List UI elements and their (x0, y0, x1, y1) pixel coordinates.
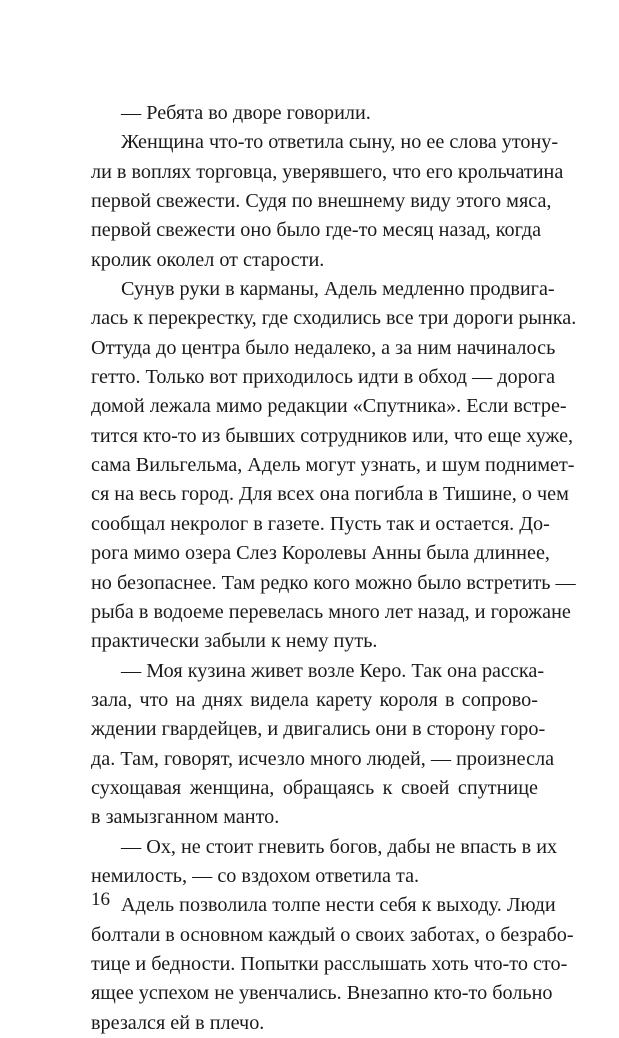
text-line: гетто. Только вот приходилось идти в обход — дорога (91, 366, 556, 389)
text-line: практически забыли к нему путь. (91, 630, 378, 653)
body-text (91, 99, 577, 1038)
text-line: тится кто-то из бывших сотрудников или, что еще хуже, (91, 424, 574, 447)
text-line: ящее успехом не увенчались. Внезапно кто-то больно (91, 982, 553, 1005)
text-line: кролик околел от старости. (91, 248, 325, 271)
text-line: — Моя кузина живет возле Керо. Так она расска- (121, 659, 545, 682)
text-line: тице и бедности. Попытки расслышать хоть что-то сто- (91, 952, 568, 975)
text-line: домой лежала мимо редакции «Спутника». Если встре- (91, 395, 567, 418)
text-line: ся на весь город. Для всех она погибла в Тишине, о чем (91, 483, 569, 506)
text-line: первой свежести. Судя по внешнему виду этого мяса, (91, 190, 552, 213)
text-line: Адель позволила толпе нести себя к выходу. Люди (121, 894, 556, 917)
text-line: немилость, — со вздохом ответила та. (91, 864, 420, 887)
text-line: — Ох, не стоит гневить богов, дабы не впасть в их (121, 835, 558, 858)
text-line: но безопаснее. Там редко кого можно было встретить — (91, 571, 576, 594)
text-line: Оттуда до центра было недалеко, а за ним начиналось (91, 336, 556, 359)
text-line: ли в воплях торговца, уверявшего, что его крольчатина (91, 160, 564, 183)
text-line: Женщина что-то ответила сыну, но ее слова утону- (121, 131, 559, 154)
text-line: в замызганном манто. (91, 806, 280, 829)
text-line: сухощавая женщина, обращаясь к своей спутнице (91, 776, 538, 799)
text-line: рога мимо озера Слез Королевы Анны была длиннее, (91, 542, 550, 565)
text-line: сама Вильгельма, Адель могут узнать, и шум поднимет- (91, 454, 575, 477)
page-number: 16 (91, 889, 110, 910)
text-line: Сунув руки в карманы, Адель медленно продвига- (121, 278, 555, 301)
text-line: да. Там, говорят, исчезло много людей, — произнесла (91, 747, 555, 770)
text-line: лась к перекрестку, где сходились все три дороги рынка. (91, 307, 577, 330)
text-line: ждении гвардейцев, и двигались они в сторону горо- (91, 718, 546, 741)
text-line: зала, что на днях видела карету короля в сопрово- (91, 688, 538, 711)
text-line: рыба в водоеме перевелась много лет назад, и горожане (91, 600, 571, 623)
text-line: — Ребята во дворе говорили. (121, 102, 371, 124)
text-line: болтали в основном каждый о своих заботах, о безрабо- (91, 923, 574, 946)
text-line: врезался ей в плечо. (91, 1011, 265, 1034)
text-line: сообщал некролог в газете. Пусть так и остается. До- (91, 512, 550, 535)
text-line: первой свежести оно было где-то месяц назад, когда (91, 219, 542, 242)
